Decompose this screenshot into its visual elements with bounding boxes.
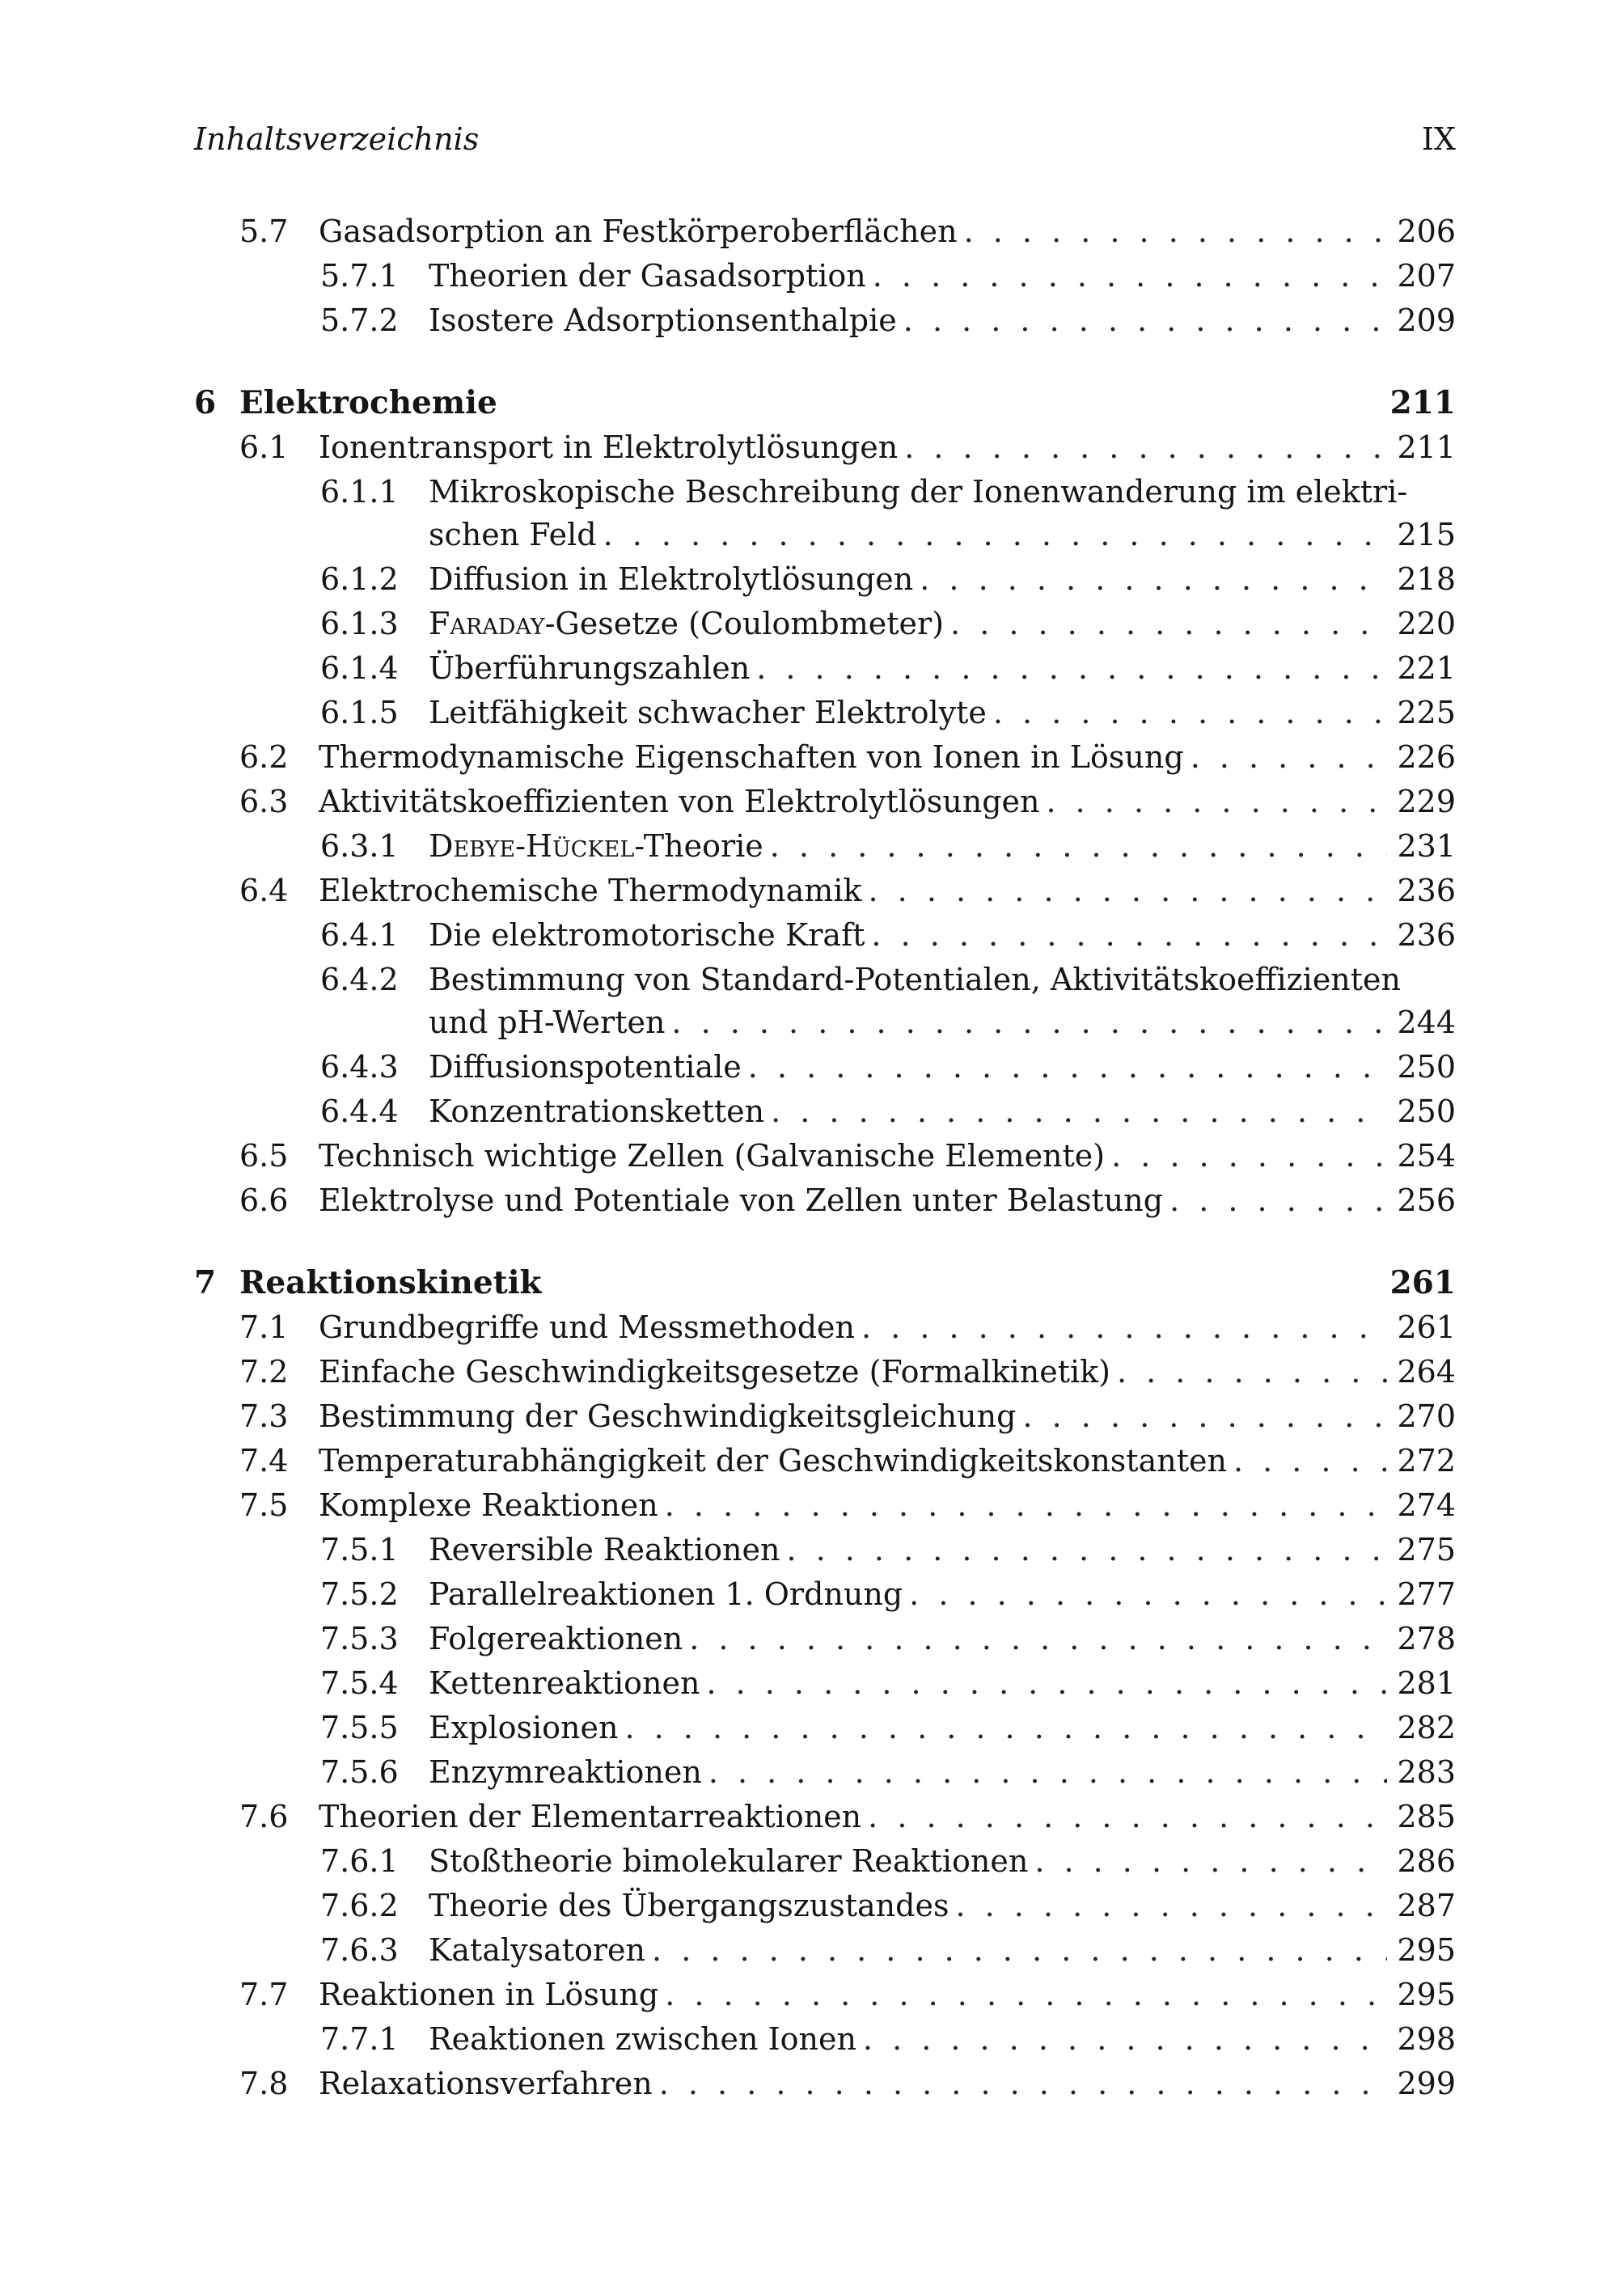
toc-entry-page: 254 bbox=[1397, 1138, 1456, 1174]
toc-entry-number: 6.4.3 bbox=[320, 1049, 399, 1085]
toc-entry-number: 7.2 bbox=[239, 1354, 289, 1390]
dot-leader bbox=[955, 1885, 1387, 1927]
toc-entry-number: 7.8 bbox=[239, 2066, 289, 2101]
toc-entry[interactable] bbox=[194, 1351, 1456, 1395]
toc-entry-title: Isostere Adsorptionsenthalpie bbox=[429, 302, 897, 338]
toc-entry-text bbox=[319, 2062, 1456, 2105]
toc-entry-page: 221 bbox=[1397, 650, 1456, 686]
toc-entry[interactable] bbox=[194, 1974, 1456, 2018]
dot-leader bbox=[903, 299, 1388, 342]
toc-entry[interactable] bbox=[194, 914, 1456, 958]
dot-leader bbox=[868, 1796, 1387, 1838]
dot-leader bbox=[993, 692, 1388, 734]
toc-entry-page: 229 bbox=[1397, 784, 1456, 819]
toc-entry[interactable] bbox=[194, 1484, 1456, 1529]
toc-entry-text bbox=[319, 1484, 1456, 1527]
dot-leader bbox=[625, 1707, 1388, 1749]
toc-entry-title: Explosionen bbox=[429, 1710, 619, 1745]
toc-entry-text bbox=[239, 1261, 1456, 1305]
dot-leader bbox=[1117, 1351, 1387, 1394]
toc-entry-text bbox=[429, 1707, 1456, 1749]
dot-leader bbox=[1111, 1135, 1387, 1178]
toc-entry-page: 236 bbox=[1397, 917, 1456, 953]
toc-entry[interactable] bbox=[194, 736, 1456, 781]
dot-leader bbox=[1022, 1395, 1387, 1438]
toc-entry-title: Überführungszahlen bbox=[429, 650, 751, 686]
toc-entry-text bbox=[319, 1306, 1456, 1349]
toc-entry-title: Elektrolyse und Potentiale von Zellen unter Belastung bbox=[319, 1182, 1164, 1218]
toc-entry-text bbox=[429, 914, 1456, 957]
toc-entry-text bbox=[319, 1395, 1456, 1438]
toc-entry-number: 6.4.1 bbox=[320, 917, 399, 953]
toc-entry[interactable] bbox=[194, 1707, 1456, 1751]
toc-entry-number: 7.6 bbox=[239, 1799, 289, 1834]
toc-entry-page: 215 bbox=[1397, 517, 1456, 553]
toc-entry-text bbox=[319, 1179, 1456, 1222]
toc-entry-text bbox=[319, 1796, 1456, 1838]
toc-entry-page: 207 bbox=[1397, 258, 1456, 294]
dot-leader bbox=[871, 914, 1387, 957]
toc-entry-title: und pH-Werten bbox=[429, 1005, 666, 1041]
toc-entry-number: 6.1.3 bbox=[320, 606, 399, 641]
toc-entry-text bbox=[429, 603, 1456, 645]
toc-entry[interactable] bbox=[194, 1840, 1456, 1885]
toc-entry[interactable] bbox=[194, 1135, 1456, 1179]
toc-entry-title: Reaktionen zwischen Ionen bbox=[429, 2021, 856, 2057]
toc-entry-page: 287 bbox=[1397, 1888, 1456, 1923]
toc-entry-page: 285 bbox=[1397, 1799, 1456, 1834]
toc-entry-page: 264 bbox=[1397, 1354, 1456, 1390]
toc-entry-number: 7.4 bbox=[239, 1443, 289, 1479]
toc-entry-page: 244 bbox=[1397, 1005, 1456, 1041]
toc-entry-title: Theorien der Gasadsorption bbox=[429, 258, 866, 294]
toc-entry-text bbox=[429, 1662, 1456, 1705]
toc-entry-title: Relaxationsverfahren bbox=[319, 2066, 653, 2101]
toc-entry-number: 7.5.6 bbox=[320, 1754, 399, 1790]
toc-entry-number: 7.5.4 bbox=[320, 1665, 399, 1701]
toc-entry[interactable] bbox=[194, 1662, 1456, 1707]
toc-entry-number: 5.7.2 bbox=[320, 302, 399, 338]
toc-entry[interactable] bbox=[194, 692, 1456, 736]
dot-leader bbox=[964, 210, 1388, 253]
toc-entry-title: Ionentransport in Elektrolytlösungen bbox=[319, 429, 899, 465]
toc-entry[interactable] bbox=[194, 1885, 1456, 1929]
toc-entry[interactable] bbox=[194, 558, 1456, 603]
toc-entry[interactable] bbox=[194, 299, 1456, 344]
toc-entry[interactable] bbox=[194, 210, 1456, 255]
toc-entry[interactable] bbox=[194, 1751, 1456, 1796]
toc-entry-page: 286 bbox=[1397, 1843, 1456, 1879]
toc-entry-text bbox=[429, 958, 1456, 1044]
toc-entry-text bbox=[319, 1440, 1456, 1483]
toc-entry-number: 6.3 bbox=[239, 784, 289, 819]
toc-entry[interactable] bbox=[194, 1796, 1456, 1840]
toc-entry-page: 270 bbox=[1397, 1398, 1456, 1434]
toc-entry-page: 283 bbox=[1397, 1754, 1456, 1790]
toc-entry-number: 5.7.1 bbox=[320, 258, 399, 294]
header-page-number: IX bbox=[1421, 121, 1456, 157]
toc-entry-page: 274 bbox=[1397, 1487, 1456, 1523]
toc-entry-number: 6.1.1 bbox=[320, 474, 399, 510]
toc-entry-number: 7.6.2 bbox=[320, 1888, 399, 1923]
toc-entry-number: 6.1 bbox=[239, 429, 289, 465]
dot-leader bbox=[652, 1929, 1387, 1972]
toc-entry-number: 6.1.4 bbox=[320, 650, 399, 686]
toc-entry[interactable] bbox=[194, 1046, 1456, 1090]
toc-entry-text bbox=[319, 1135, 1456, 1178]
toc-entry-page: 277 bbox=[1397, 1576, 1456, 1612]
toc-entry-page: 231 bbox=[1397, 828, 1456, 864]
running-header bbox=[194, 121, 1456, 168]
toc-entry[interactable] bbox=[194, 255, 1456, 299]
toc-entry-number: 7.1 bbox=[239, 1309, 289, 1345]
toc-entry[interactable] bbox=[194, 1090, 1456, 1135]
dot-leader bbox=[659, 2062, 1388, 2105]
toc-entry-title: Katalysatoren bbox=[429, 1932, 646, 1968]
toc-entry-text bbox=[319, 210, 1456, 253]
dot-leader bbox=[869, 869, 1388, 912]
toc-entry[interactable] bbox=[194, 1618, 1456, 1662]
dot-leader bbox=[920, 558, 1387, 601]
toc-chapter-entry[interactable] bbox=[194, 381, 1456, 426]
dot-leader bbox=[1191, 736, 1388, 779]
dot-leader bbox=[770, 825, 1388, 868]
toc-entry-page: 299 bbox=[1397, 2066, 1456, 2101]
toc-chapter-entry[interactable] bbox=[194, 1261, 1456, 1306]
toc-entry-page: 298 bbox=[1397, 2021, 1456, 2057]
toc-entry-page: 250 bbox=[1397, 1049, 1456, 1085]
toc-entry-title: Grundbegriffe und Messmethoden bbox=[319, 1309, 855, 1345]
toc-entry-title: Reaktionen in Lösung bbox=[319, 1977, 659, 2012]
toc-entry-number: 7.5.2 bbox=[320, 1576, 399, 1612]
toc-entry[interactable] bbox=[194, 869, 1456, 914]
toc-entry[interactable] bbox=[194, 1179, 1456, 1224]
dot-leader bbox=[950, 603, 1387, 645]
toc-entry-number: 6.1.2 bbox=[320, 561, 399, 597]
toc-entry-page: 220 bbox=[1397, 606, 1456, 641]
toc-entry-title: Temperaturabhängigkeit der Geschwindigkeitskonstanten bbox=[319, 1443, 1227, 1479]
toc-entry-title: Reaktionskinetik bbox=[239, 1264, 542, 1301]
toc-entry-title: Theorie des Übergangszustandes bbox=[429, 1888, 949, 1923]
dot-leader bbox=[861, 1306, 1387, 1349]
toc-page bbox=[194, 121, 1456, 2107]
toc-entry-text bbox=[429, 255, 1456, 298]
toc-entry-title-line1: Bestimmung von Standard-Potentialen, Aktivitätskoeffizienten bbox=[429, 962, 1402, 997]
toc-entry-number: 6.3.1 bbox=[320, 828, 399, 864]
toc-entry-title: Konzentrationsketten bbox=[429, 1094, 765, 1129]
toc-entry-page: 261 bbox=[1389, 1264, 1456, 1301]
dot-leader bbox=[603, 514, 1388, 556]
toc-entry-text bbox=[429, 1573, 1456, 1616]
toc-entry-text bbox=[239, 381, 1456, 425]
toc-entry-name-smallcaps: Debye-Hückel bbox=[429, 828, 635, 864]
toc-entry-text bbox=[429, 1751, 1456, 1794]
toc-entry[interactable] bbox=[194, 1306, 1456, 1351]
toc-entry-page: 211 bbox=[1397, 429, 1456, 465]
toc-entry[interactable] bbox=[194, 1929, 1456, 1974]
toc-entry-text bbox=[429, 558, 1456, 601]
toc-entry-page: 281 bbox=[1397, 1665, 1456, 1701]
toc-entry-title: Aktivitätskoeffizienten von Elektrolytlösungen bbox=[319, 784, 1040, 819]
toc-entry-text bbox=[319, 1351, 1456, 1394]
toc-entry-page: 218 bbox=[1397, 561, 1456, 597]
toc-entry-title: Diffusion in Elektrolytlösungen bbox=[429, 561, 914, 597]
toc-entry-title: Die elektromotorische Kraft bbox=[429, 917, 865, 953]
toc-entry-page: 225 bbox=[1397, 695, 1456, 730]
toc-entry[interactable] bbox=[194, 825, 1456, 869]
toc-entry-text bbox=[319, 869, 1456, 912]
dot-leader bbox=[1034, 1840, 1387, 1883]
toc-entry[interactable] bbox=[194, 647, 1456, 692]
dot-leader bbox=[1046, 781, 1387, 823]
toc-entry-text bbox=[429, 1618, 1456, 1661]
toc-entry-title: schen Feld bbox=[429, 517, 597, 553]
toc-entry-number: 7.7 bbox=[239, 1977, 289, 2012]
toc-entry-text bbox=[429, 1529, 1456, 1572]
toc-entry[interactable] bbox=[194, 1529, 1456, 1573]
dot-leader bbox=[689, 1618, 1387, 1661]
toc-entry-number: 7.6.1 bbox=[320, 1843, 399, 1879]
toc-entry-page: 278 bbox=[1397, 1621, 1456, 1656]
toc-entry-text bbox=[429, 1840, 1456, 1883]
toc-entry-text bbox=[429, 1885, 1456, 1927]
toc-entry-title: Faraday-Gesetze (Coulombmeter) bbox=[429, 606, 945, 641]
toc-entry-title: Parallelreaktionen 1. Ordnung bbox=[429, 1576, 903, 1612]
toc-entry-title: Bestimmung der Geschwindigkeitsgleichung bbox=[319, 1398, 1017, 1434]
dot-leader bbox=[863, 2018, 1388, 2061]
toc-entry-number: 6.4 bbox=[239, 873, 289, 908]
toc-entry[interactable] bbox=[194, 426, 1456, 471]
toc-entry[interactable] bbox=[194, 603, 1456, 647]
toc-entry-text bbox=[429, 692, 1456, 734]
toc-entry-text bbox=[319, 781, 1456, 823]
toc-entry-text bbox=[319, 426, 1456, 469]
dot-leader bbox=[1233, 1440, 1388, 1483]
toc-entry-page: 211 bbox=[1389, 384, 1456, 421]
toc-entry-number: 7.3 bbox=[239, 1398, 289, 1434]
dot-leader bbox=[671, 1001, 1387, 1044]
toc-entry-number: 7.5.5 bbox=[320, 1710, 399, 1745]
toc-entry-number: 7.5 bbox=[239, 1487, 289, 1523]
dot-leader bbox=[1169, 1179, 1387, 1222]
toc-entry-title: Einfache Geschwindigkeitsgesetze (Formalkinetik) bbox=[319, 1354, 1110, 1390]
toc-entry-text bbox=[429, 1046, 1456, 1089]
toc-entry-title: Debye-Hückel-Theorie bbox=[429, 828, 763, 864]
toc-entry-page: 272 bbox=[1397, 1443, 1456, 1479]
toc-entry-number: 7 bbox=[194, 1264, 217, 1301]
toc-entry-page: 209 bbox=[1397, 302, 1456, 338]
toc-entry-title: Theorien der Elementarreaktionen bbox=[319, 1799, 862, 1834]
toc-entry-text bbox=[319, 736, 1456, 779]
table-of-contents bbox=[194, 210, 1456, 2107]
toc-entry-text bbox=[429, 2018, 1456, 2061]
toc-entry-title: Komplexe Reaktionen bbox=[319, 1487, 658, 1523]
toc-entry-number: 7.5.3 bbox=[320, 1621, 399, 1656]
toc-entry-text bbox=[429, 471, 1456, 556]
dot-leader bbox=[665, 1484, 1388, 1527]
toc-entry[interactable] bbox=[194, 958, 1456, 1046]
toc-entry-text bbox=[429, 1929, 1456, 1972]
toc-entry-page: 206 bbox=[1397, 214, 1456, 249]
dot-leader bbox=[665, 1974, 1387, 2016]
dot-leader bbox=[909, 1573, 1387, 1616]
toc-entry-page: 295 bbox=[1397, 1977, 1456, 2012]
toc-entry-title: Thermodynamische Eigenschaften von Ionen in Lösung bbox=[319, 739, 1184, 775]
toc-entry-number: 7.5.1 bbox=[320, 1532, 399, 1567]
toc-entry-number: 6.4.2 bbox=[320, 962, 399, 997]
toc-entry[interactable] bbox=[194, 1440, 1456, 1484]
toc-entry-title: Stoßtheorie bimolekularer Reaktionen bbox=[429, 1843, 1029, 1879]
toc-entry-page: 256 bbox=[1397, 1182, 1456, 1218]
toc-entry-number: 6.4.4 bbox=[320, 1094, 399, 1129]
toc-entry-number: 6 bbox=[194, 384, 217, 421]
dot-leader bbox=[771, 1090, 1387, 1133]
toc-entry-number: 7.6.3 bbox=[320, 1932, 399, 1968]
toc-entry-page: 236 bbox=[1397, 873, 1456, 908]
toc-entry-number: 5.7 bbox=[239, 214, 289, 249]
toc-entry-text bbox=[319, 1974, 1456, 2016]
toc-entry-page: 226 bbox=[1397, 739, 1456, 775]
toc-entry-page: 282 bbox=[1397, 1710, 1456, 1745]
toc-entry-page: 250 bbox=[1397, 1094, 1456, 1129]
toc-entry-title: Elektrochemische Thermodynamik bbox=[319, 873, 862, 908]
toc-entry[interactable] bbox=[194, 471, 1456, 558]
toc-entry-number: 7.7.1 bbox=[320, 2021, 399, 2057]
toc-entry-title: Folgereaktionen bbox=[429, 1621, 683, 1656]
toc-entry-title: Gasadsorption an Festkörperoberflächen bbox=[319, 214, 958, 249]
toc-entry-page: 275 bbox=[1397, 1532, 1456, 1567]
toc-entry-title: Technisch wichtige Zellen (Galvanische Elemente) bbox=[319, 1138, 1106, 1174]
toc-entry-title: Kettenreaktionen bbox=[429, 1665, 700, 1701]
toc-entry[interactable] bbox=[194, 1573, 1456, 1618]
dot-leader bbox=[904, 426, 1387, 469]
toc-entry-text bbox=[429, 299, 1456, 342]
dot-leader bbox=[756, 647, 1387, 690]
dot-leader bbox=[708, 1751, 1388, 1794]
dot-leader bbox=[873, 255, 1388, 298]
toc-entry[interactable] bbox=[194, 2062, 1456, 2107]
toc-entry-text bbox=[429, 825, 1456, 868]
header-title: Inhaltsverzeichnis bbox=[194, 121, 480, 157]
toc-entry-title: Elektrochemie bbox=[239, 384, 497, 421]
toc-entry[interactable] bbox=[194, 1395, 1456, 1440]
toc-entry-number: 6.6 bbox=[239, 1182, 289, 1218]
toc-entry-number: 6.1.5 bbox=[320, 695, 399, 730]
toc-entry-number: 6.2 bbox=[239, 739, 289, 775]
toc-entry[interactable] bbox=[194, 781, 1456, 825]
dot-leader bbox=[748, 1046, 1388, 1089]
dot-leader bbox=[706, 1662, 1387, 1705]
toc-entry[interactable] bbox=[194, 2018, 1456, 2062]
toc-entry-title-line1: Mikroskopische Beschreibung der Ionenwanderung im elektri- bbox=[429, 474, 1408, 510]
toc-entry-number: 6.5 bbox=[239, 1138, 289, 1174]
toc-entry-name-smallcaps: Faraday bbox=[429, 606, 545, 641]
toc-entry-title: Leitfähigkeit schwacher Elektrolyte bbox=[429, 695, 987, 730]
toc-entry-text bbox=[429, 1090, 1456, 1133]
dot-leader bbox=[786, 1529, 1387, 1572]
toc-entry-text bbox=[429, 647, 1456, 690]
toc-entry-page: 295 bbox=[1397, 1932, 1456, 1968]
toc-entry-page: 261 bbox=[1397, 1309, 1456, 1345]
toc-entry-title: Diffusionspotentiale bbox=[429, 1049, 742, 1085]
toc-entry-title: Reversible Reaktionen bbox=[429, 1532, 780, 1567]
toc-entry-title: Enzymreaktionen bbox=[429, 1754, 702, 1790]
